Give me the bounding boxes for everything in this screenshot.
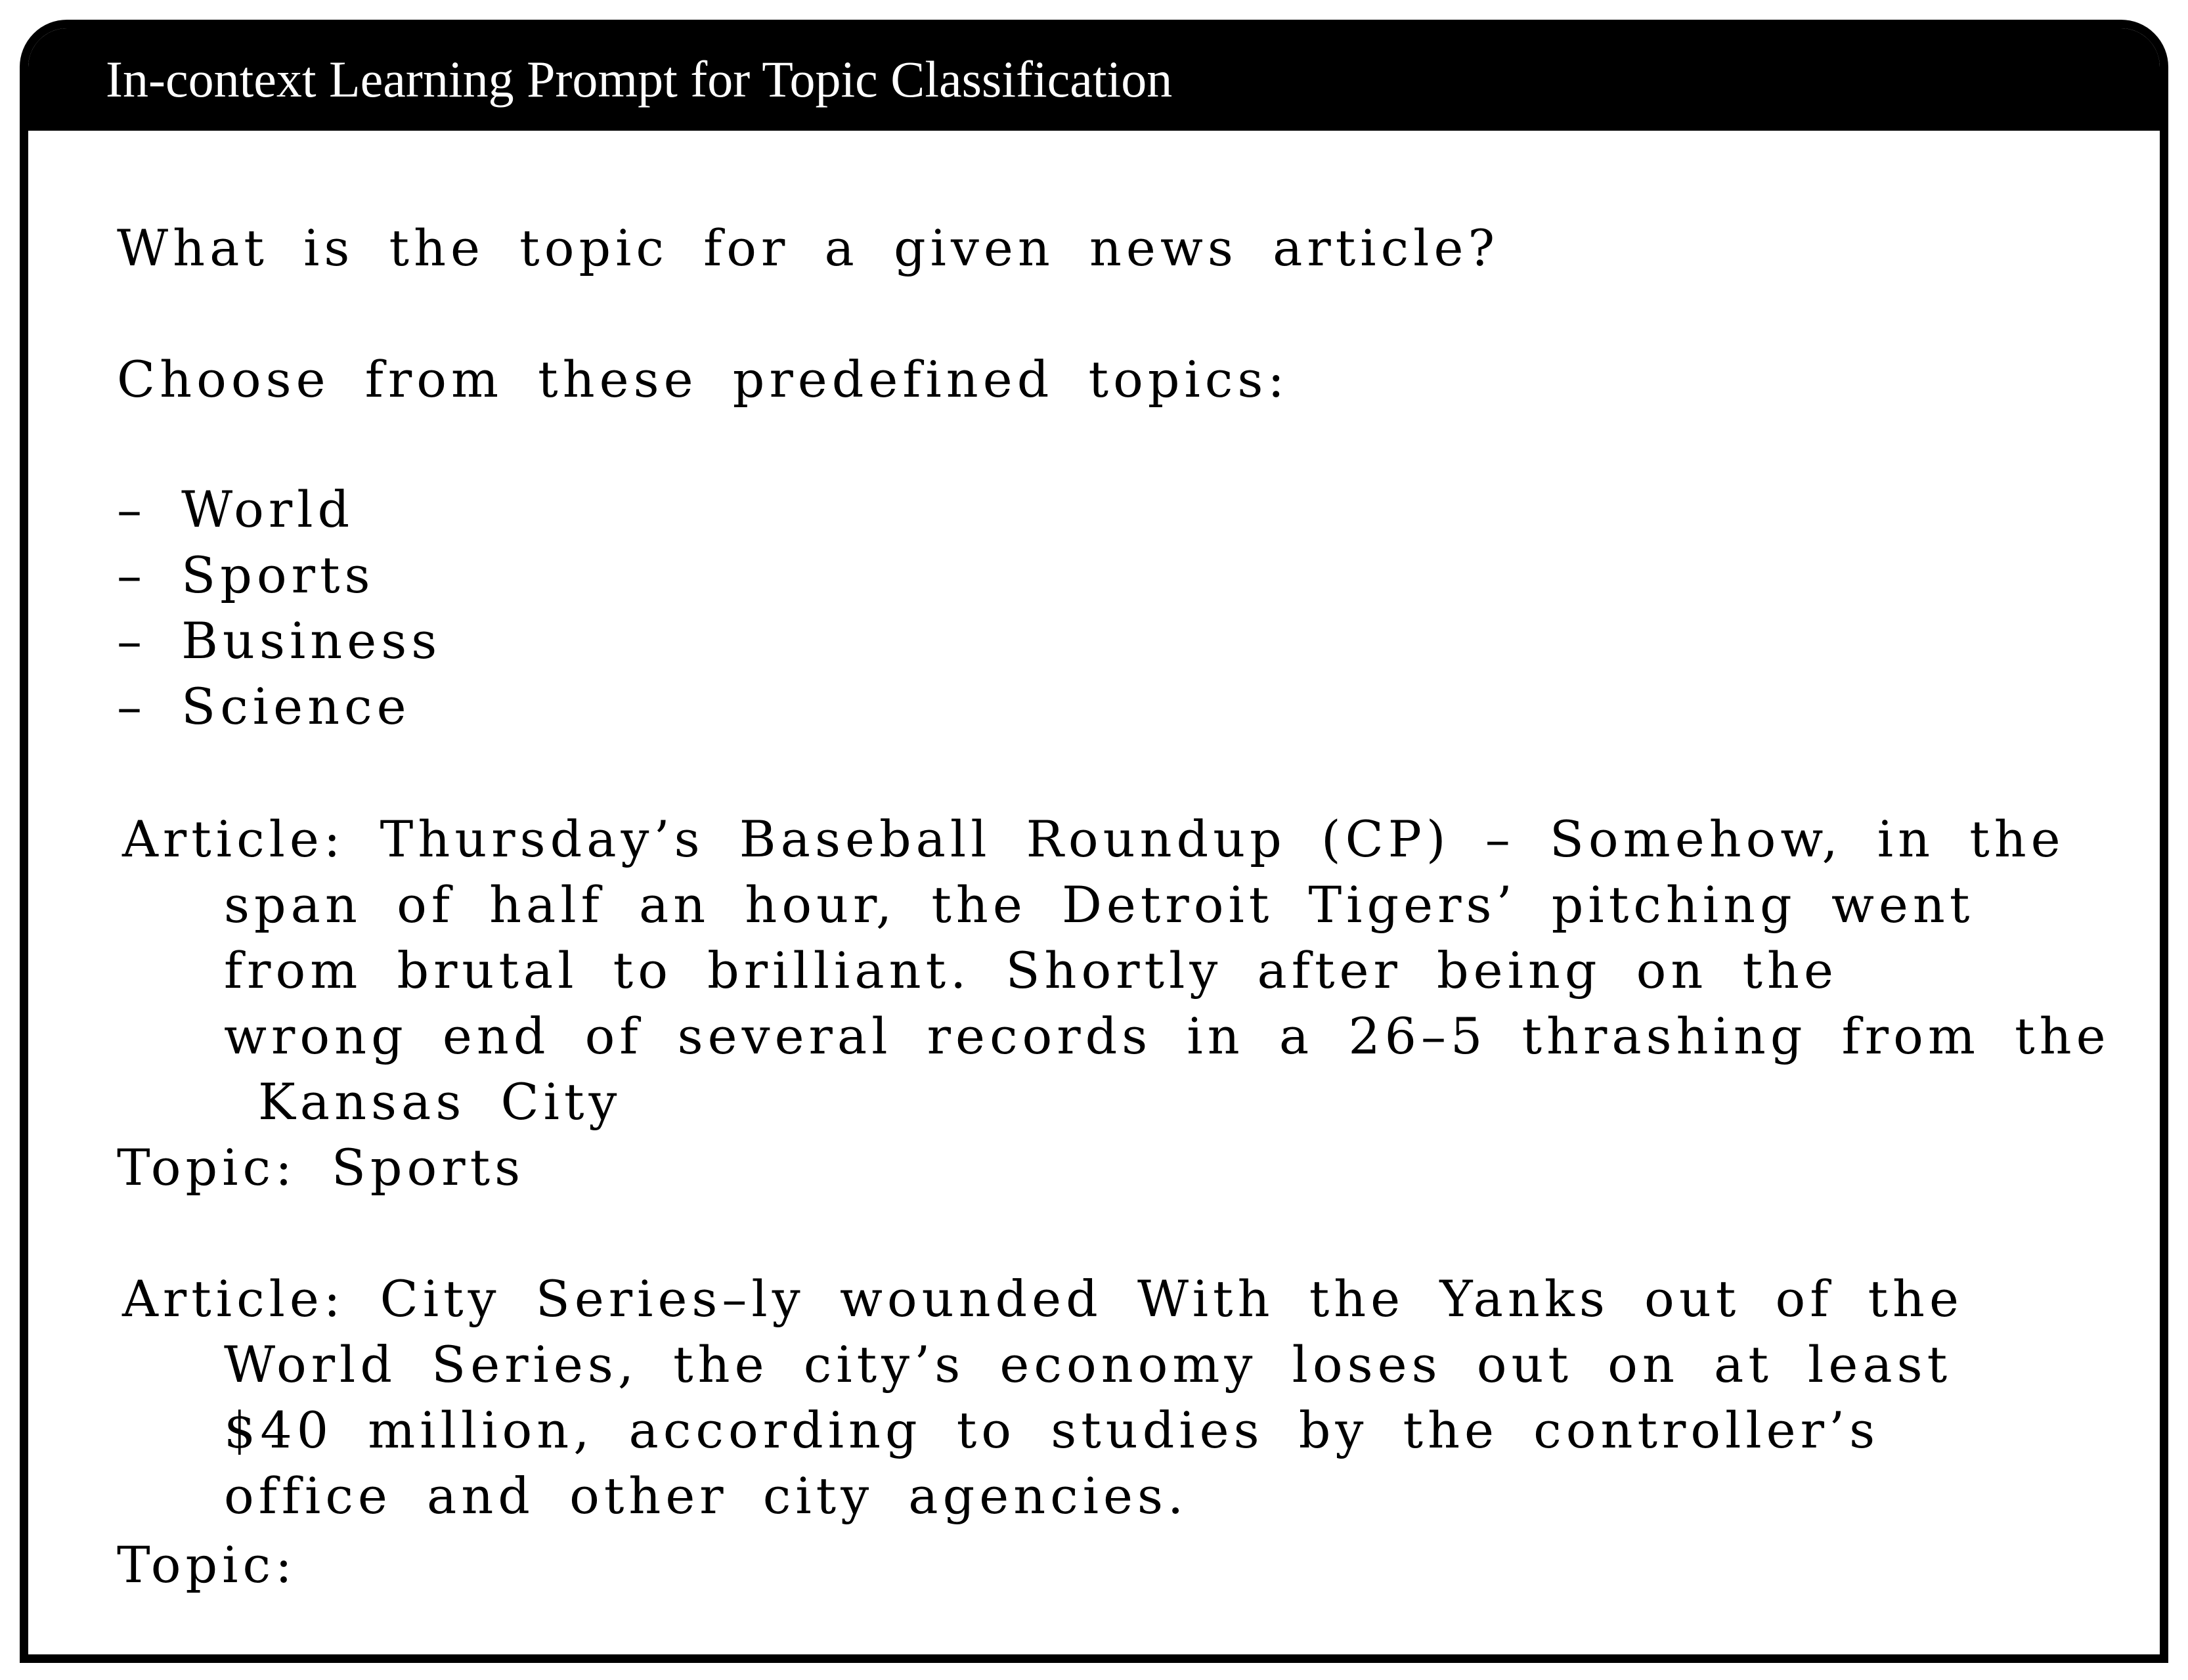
query-article-line: Article: City Series–ly wounded With the Yanks out of the: [122, 1270, 1963, 1328]
instruction-line: Choose from these predefined topics:: [117, 350, 1289, 409]
topic-option-science: – Science: [117, 677, 411, 736]
prompt-body: [28, 28, 2160, 1654]
example-article-line: Kansas City: [258, 1072, 622, 1131]
query-topic-line: Topic:: [117, 1536, 297, 1594]
query-article-line: World Series, the city’s economy loses out on at least: [224, 1335, 1952, 1394]
prompt-title: In-context Learning Prompt for Topic Classification: [106, 51, 1173, 108]
query-article-line: office and other city agencies.: [224, 1467, 1189, 1525]
topic-option-business: – Business: [117, 611, 442, 670]
example-article-line: from brutal to brilliant. Shortly after being on the: [224, 941, 1838, 1000]
query-article-line: $40 million, according to studies by the controller’s: [224, 1401, 1880, 1459]
example-article-line: Article: Thursday’s Baseball Roundup (CP) – Somehow, in the: [122, 810, 2065, 868]
question-line: What is the topic for a given news article?: [117, 219, 1500, 277]
topic-option-world: – World: [117, 480, 355, 539]
example-article-line: span of half an hour, the Detroit Tigers’ pitching went: [224, 875, 1975, 934]
example-article-line: wrong end of several records in a 26–5 thrashing from the: [224, 1007, 2111, 1065]
example-topic-line: Topic: Sports: [117, 1138, 525, 1197]
topic-option-sports: – Sports: [117, 546, 375, 604]
prompt-box: [20, 20, 2168, 1663]
